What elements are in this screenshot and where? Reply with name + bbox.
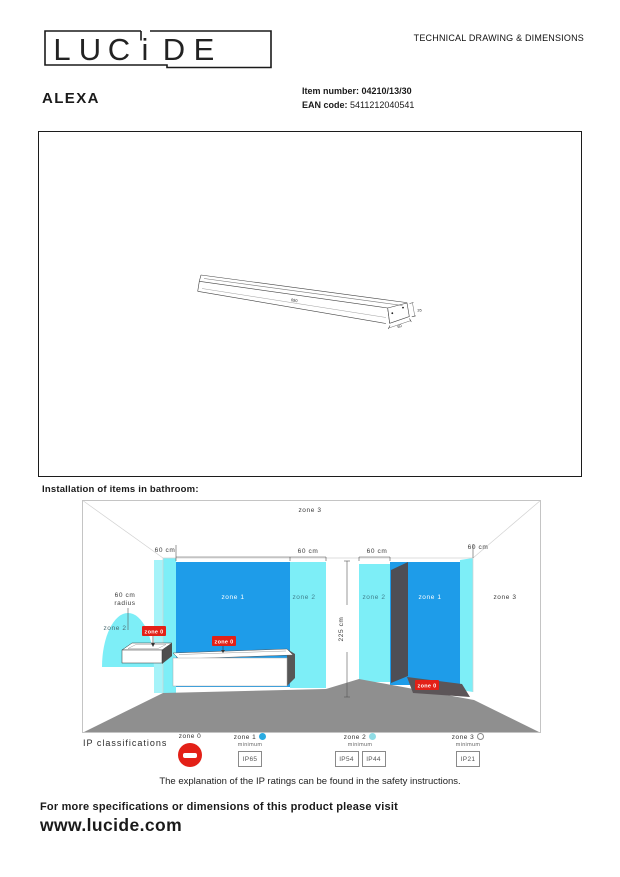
ip-rating-box: IP54 bbox=[335, 751, 359, 767]
radius-label-line1: 60 cm bbox=[114, 592, 136, 599]
zone0-badge-shower: zone 0 bbox=[417, 683, 437, 690]
minimum-label: minimum bbox=[455, 742, 481, 748]
no-entry-icon bbox=[178, 743, 202, 767]
bathroom-section-title: Installation of items in bathroom: bbox=[42, 484, 199, 495]
height-dimension: 35 bbox=[417, 307, 422, 313]
minimum-label: minimum bbox=[237, 742, 263, 748]
bathtub bbox=[173, 649, 295, 686]
ip-rating-box: IP44 bbox=[362, 751, 386, 767]
ip-zone1-column bbox=[226, 733, 274, 767]
zone2-tub-label: zone 2 bbox=[292, 594, 316, 601]
logo-letter: D bbox=[162, 32, 186, 67]
dim-225cm: 225 cm bbox=[338, 616, 345, 642]
ip-zone2-column bbox=[332, 733, 388, 767]
fixture-isometric-drawing bbox=[191, 263, 441, 343]
ean-value: 5411212040541 bbox=[350, 100, 415, 110]
shower-panel bbox=[391, 562, 408, 683]
screw-dot bbox=[402, 307, 404, 309]
dim-60cm-right: 60 cm bbox=[467, 544, 489, 551]
zone1-tub-label: zone 1 bbox=[221, 594, 245, 601]
minimum-label: minimum bbox=[347, 742, 373, 748]
dim-60cm-shower: 60 cm bbox=[366, 548, 388, 555]
item-number-row bbox=[302, 84, 414, 98]
ceiling-zone3-label: zone 3 bbox=[298, 507, 322, 514]
footer-visit-text: For more specifications or dimensions of this product please visit bbox=[40, 801, 398, 813]
blue-dot-icon bbox=[259, 733, 266, 740]
ean-row bbox=[302, 98, 414, 112]
logo-letter: U bbox=[78, 32, 102, 67]
zone2-corner-strip bbox=[460, 558, 473, 692]
zone2-right-of-tub bbox=[290, 562, 326, 688]
radius-label-line2: radius bbox=[114, 600, 136, 607]
product-codes bbox=[302, 84, 414, 112]
dim-60cm-left: 60 cm bbox=[154, 547, 176, 554]
zone0-badge-tub: zone 0 bbox=[214, 639, 234, 646]
zone0-badge-basin: zone 0 bbox=[144, 629, 164, 636]
screw-dot bbox=[391, 312, 393, 314]
logo-letter: C bbox=[107, 32, 131, 67]
ip-zone3-label: zone 3 bbox=[444, 733, 492, 741]
length-dimension: 690 bbox=[290, 297, 298, 304]
zone2-shower-label: zone 2 bbox=[362, 594, 386, 601]
ean-label: EAN code: bbox=[302, 100, 348, 110]
technical-drawing-box bbox=[38, 131, 582, 477]
ip-zone3-column bbox=[444, 733, 492, 767]
logo-letter: E bbox=[193, 32, 215, 67]
product-name: ALEXA bbox=[42, 90, 100, 107]
logo-letters bbox=[53, 32, 214, 67]
zone2-shower-left bbox=[359, 564, 390, 682]
lucide-logo bbox=[44, 30, 272, 72]
website-link[interactable]: www.lucide.com bbox=[40, 815, 183, 835]
ip-zone2-label: zone 2 bbox=[332, 733, 388, 741]
cyan-dot-icon bbox=[369, 733, 376, 740]
ip-zone1-label: zone 1 bbox=[226, 733, 274, 741]
zone2-basin-label: zone 2 bbox=[103, 625, 127, 632]
white-dot-icon bbox=[477, 733, 484, 740]
ip-zone0-column bbox=[168, 733, 212, 767]
doc-title: TECHNICAL DRAWING & DIMENSIONS bbox=[413, 33, 584, 43]
logo-letter: i bbox=[141, 32, 149, 67]
ip-rating-box: IP21 bbox=[456, 751, 480, 767]
ip-zone0-label: zone 0 bbox=[178, 733, 202, 740]
ip-note: The explanation of the IP ratings can be found in the safety instructions. bbox=[159, 776, 461, 787]
item-number-label: Item number: bbox=[302, 86, 360, 96]
depth-dimension: 60 bbox=[396, 323, 403, 330]
bathroom-zones-diagram bbox=[82, 500, 541, 733]
ip-rating-box: IP65 bbox=[238, 751, 262, 767]
ip-classifications-title: IP classifications bbox=[83, 738, 168, 748]
dim-60cm-tub: 60 cm bbox=[297, 548, 319, 555]
logo-letter: L bbox=[53, 32, 71, 67]
zone1-shower-label: zone 1 bbox=[418, 594, 442, 601]
zone3-wall-label: zone 3 bbox=[493, 594, 517, 601]
item-number-value: 04210/13/30 bbox=[361, 86, 412, 96]
